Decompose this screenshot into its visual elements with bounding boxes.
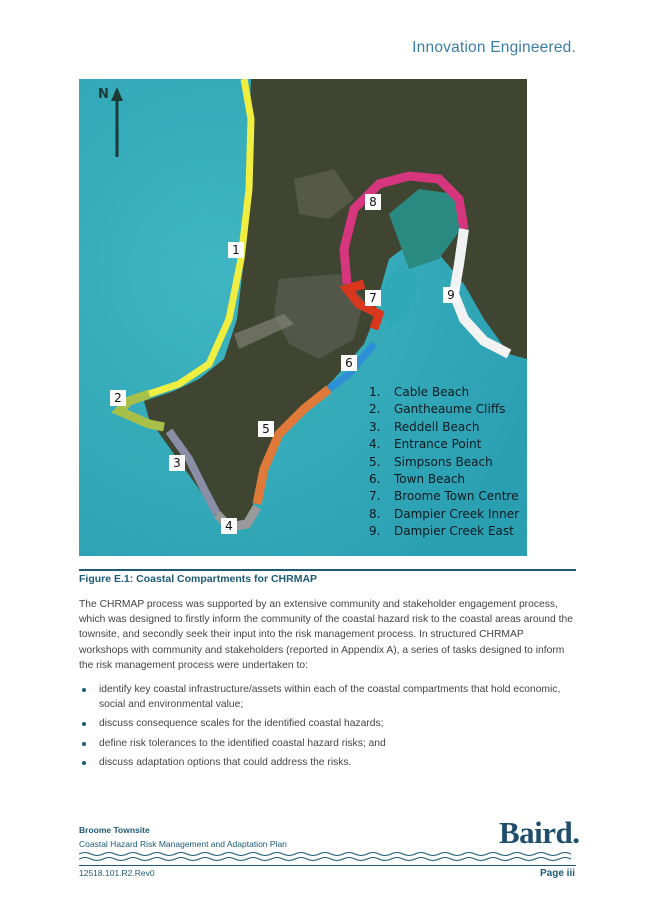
body-paragraph: The CHRMAP process was supported by an extensive community and stakeholder engagement process, which was designed to firstly inform the community of the coastal hazard risk to the coastal areas around the townsite, and secondly seek their input into the risk management process. In structured CHRMAP workshops with community and stakeholders (reported in Appendix A), a series of tasks designed to inform the risk management process were undertaken to: xyxy=(79,599,573,671)
body-section xyxy=(79,597,575,774)
bullet-item: discuss consequence scales for the identified coastal hazards; xyxy=(79,716,575,731)
footer-report-title: Coastal Hazard Risk Management and Adaptation Plan xyxy=(79,839,287,849)
baird-logo: Baird. xyxy=(499,815,580,850)
map-badge-7: 7 xyxy=(365,290,381,306)
map-legend xyxy=(369,384,519,541)
footer-project-title: Broome Townsite xyxy=(79,825,150,835)
header-tagline: Innovation Engineered. xyxy=(412,39,576,56)
bullet-item: identify key coastal infrastructure/assets within each of the coastal compartments that hold economic, social and environmental value; xyxy=(79,682,575,712)
task-bullet-list xyxy=(79,682,575,770)
map-badge-8: 8 xyxy=(365,194,381,210)
caption-divider xyxy=(79,569,576,571)
map-badge-9: 9 xyxy=(443,287,459,303)
bullet-item: define risk tolerances to the identified coastal hazard risks; and xyxy=(79,736,575,751)
map-badge-6: 6 xyxy=(341,355,357,371)
legend-item: 5. Simpsons Beach xyxy=(369,454,493,469)
document-number: 12518.101.R2.Rev0 xyxy=(79,868,155,878)
page-number: Page iii xyxy=(539,868,575,879)
legend-item: 4. Entrance Point xyxy=(369,437,482,452)
legend-item: 7. Broome Town Centre xyxy=(369,489,519,504)
legend-item: 6. Town Beach xyxy=(369,471,466,486)
bullet-item: discuss adaptation options that could address the risks. xyxy=(79,755,575,770)
legend-item: 2. Gantheaume Cliffs xyxy=(369,402,506,417)
coastal-compartments-map xyxy=(79,79,527,556)
footer-wave-decoration xyxy=(79,851,576,863)
legend-item: 3. Reddell Beach xyxy=(369,419,480,434)
legend-item: 8. Dampier Creek Inner xyxy=(369,506,520,521)
legend-item: 1. Cable Beach xyxy=(369,385,470,399)
legend-item: 9. Dampier Creek East xyxy=(369,524,514,539)
map-badge-3: 3 xyxy=(169,455,185,471)
map-badge-1: 1 xyxy=(228,242,244,258)
figure-caption: Figure E.1: Coastal Compartments for CHRMAP xyxy=(79,573,318,585)
footer-divider xyxy=(79,865,576,866)
map-badge-2: 2 xyxy=(110,390,126,406)
north-label: N xyxy=(98,87,109,102)
map-badge-4: 4 xyxy=(221,518,237,534)
map-badge-5: 5 xyxy=(258,421,274,437)
